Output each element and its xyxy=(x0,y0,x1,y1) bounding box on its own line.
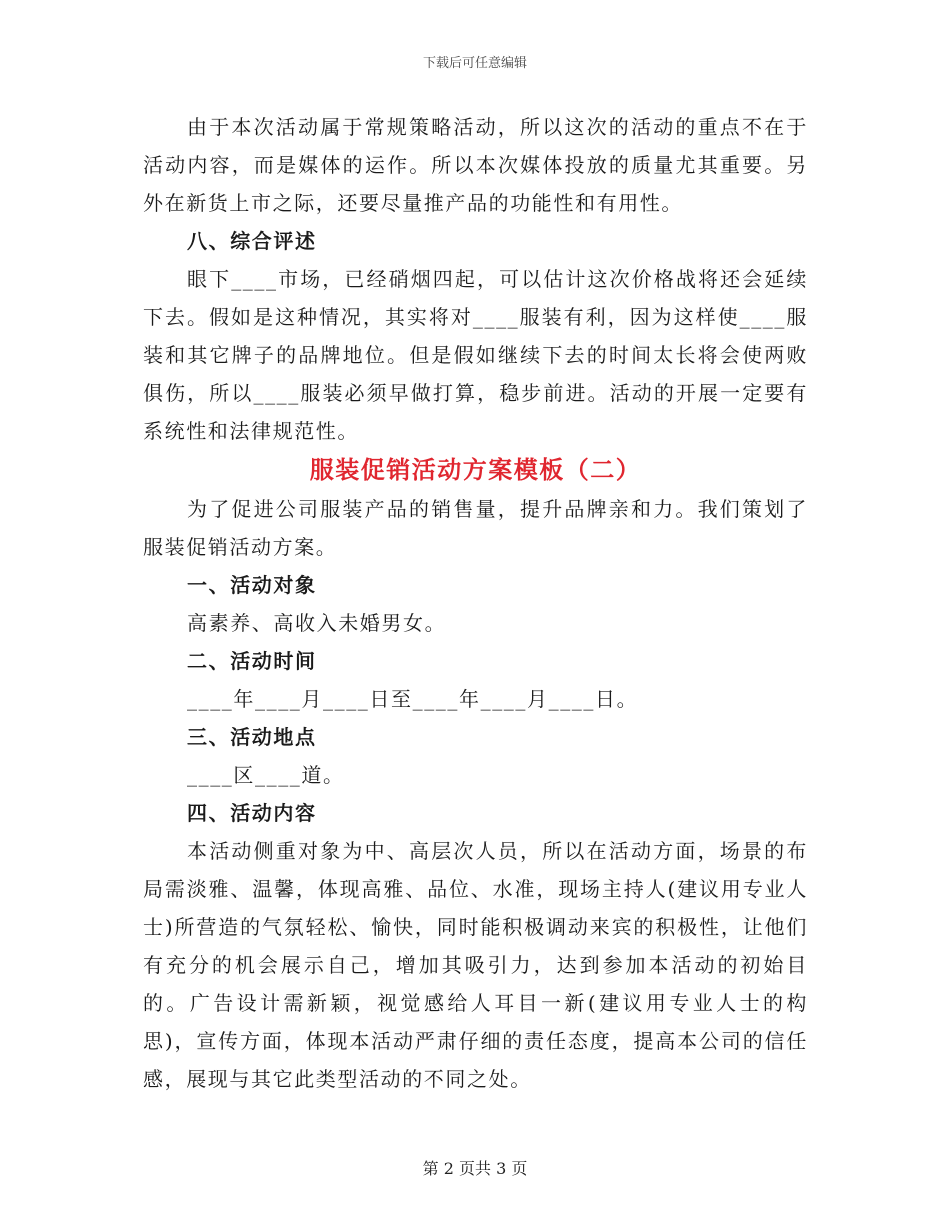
section-heading-summary: 八、综合评述 xyxy=(187,229,317,253)
document-title: 服装促销活动方案模板（二） xyxy=(309,456,642,484)
paragraph-intro: 为了促进公司服装产品的销售量，提升品牌亲和力。我们策划了服装促销活动方案。 xyxy=(143,497,808,559)
paragraph-location: ____区____道。 xyxy=(187,763,345,787)
section-heading-location: 三、活动地点 xyxy=(187,725,317,749)
paragraph-target: 高素养、高收入未婚男女。 xyxy=(187,611,447,635)
page-header: 下载后可任意编辑 xyxy=(422,56,527,71)
paragraph-summary: 眼下____市场，已经硝烟四起，可以估计这次价格战将还会延续下去。假如是这种情况，其实将对____服装有利，因为这样使____服装和其它牌子的品牌地位。但是假如继续下去的时间太长将会使两败俱伤，所以____服装必须早做打算，稳步前进。活动的开展一定要有系统性和法律规范性。 xyxy=(143,267,808,443)
paragraph-media-focus: 由于本次活动属于常规策略活动，所以这次的活动的重点不在于活动内容，而是媒体的运作。所以本次媒体投放的质量尤其重要。另外在新货上市之际，还要尽量推产品的功能性和有用性。 xyxy=(143,115,808,215)
paragraph-content: 本活动侧重对象为中、高层次人员，所以在活动方面，场景的布局需淡雅、温馨，体现高雅、品位、水准，现场主持人(建议用专业人士)所营造的气氛轻松、愉快，同时能积极调动来宾的积极性，让他们有充分的机会展示自己，增加其吸引力，达到参加本活动的初始目的。广告设计需新颖，视觉感给人耳目一新(建议用专业人士的构思)，宣传方面，体现本活动严肃仔细的责任态度，提高本公司的信任感，展现与其它此类型活动的不同之处。 xyxy=(143,839,808,1091)
section-heading-content: 四、活动内容 xyxy=(187,801,317,825)
page-number: 第 2 页共 3 页 xyxy=(422,1159,528,1178)
paragraph-time: ____年____月____日至____年____月____日。 xyxy=(187,687,639,711)
section-heading-target: 一、活动对象 xyxy=(187,573,317,597)
document-body xyxy=(143,108,808,1098)
section-heading-time: 二、活动时间 xyxy=(187,649,317,673)
